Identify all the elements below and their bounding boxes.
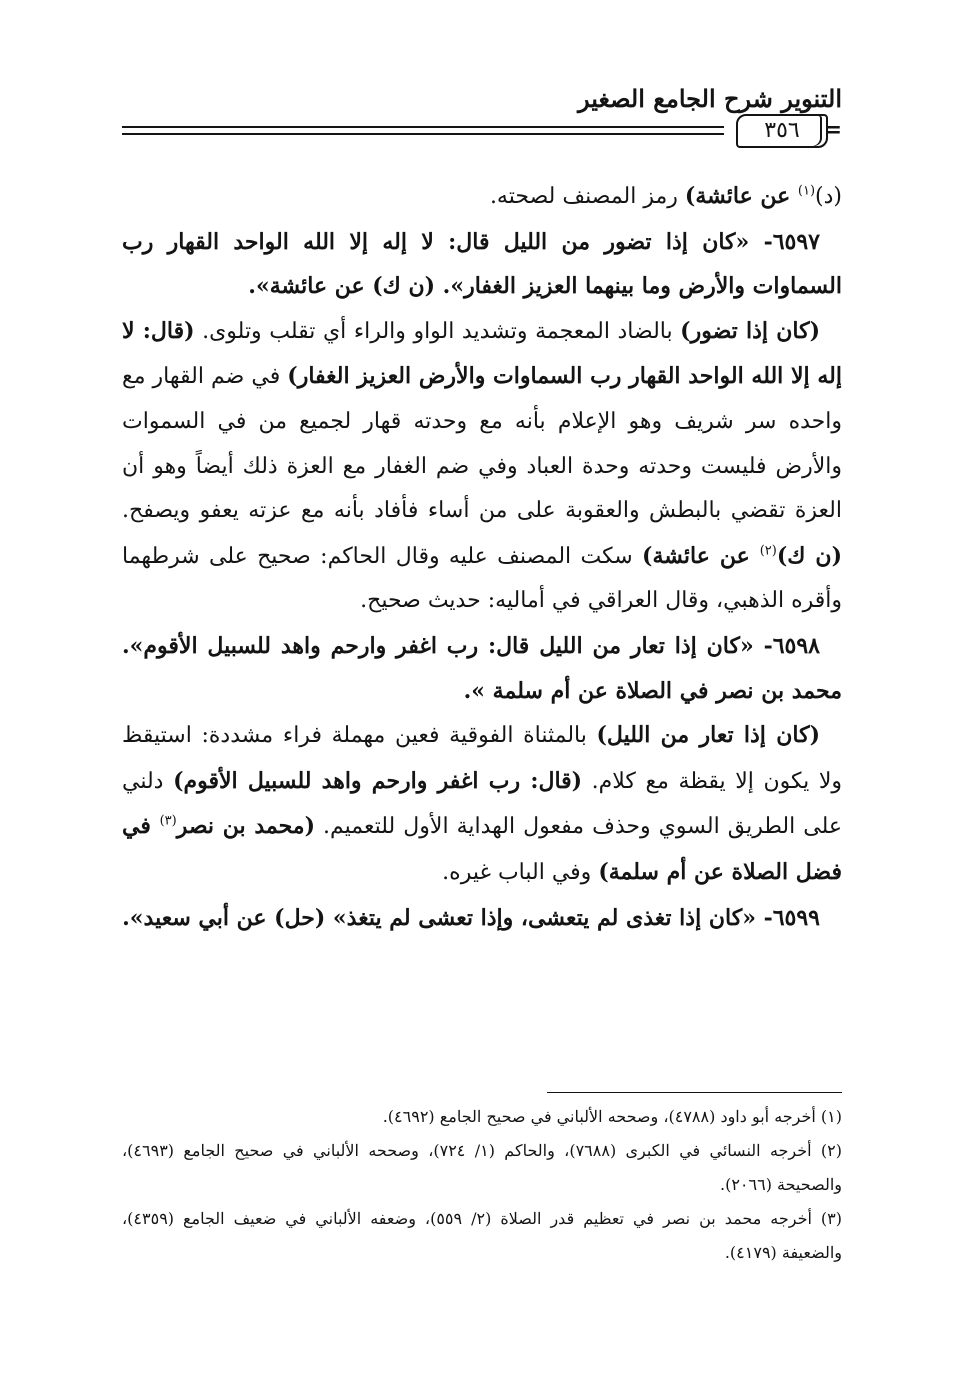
bold-segment: في فضل الصلاة عن أم سلمة) (122, 813, 842, 885)
footnote-ref: (٣) (159, 813, 177, 829)
commentary-paragraph (122, 713, 842, 895)
header-rule-bottom (122, 133, 724, 135)
bold-segment: (قال: رب اغفر وارحم واهد للسبيل الأقوم) (173, 767, 583, 794)
footnote-ref: (١) (797, 183, 816, 199)
bold-segment: ٦٥٩٧- «كان إذا تضور من الليل قال: لا إله إلا الله الواحد القهار رب السماوات والأرض وما بينهما العزيز الغفار». (ن ك) عن عائشة». (122, 228, 842, 300)
text-segment: وفي الباب غيره. (442, 859, 599, 885)
page-number-ornament (732, 114, 842, 146)
footnote: (٣) أخرجه محمد بن نصر في تعظيم قدر الصلاة (٢/ ٥٥٩)، وضعفه الألباني في ضعيف الجامع (٤٣٥٩)، والضعيفة (٤١٧٩). (122, 1209, 842, 1262)
footnote-ref: (٢) (759, 543, 777, 559)
commentary-paragraph (122, 309, 842, 624)
page-header (122, 78, 842, 158)
footnote: (١) أخرجه أبو داود (٤٧٨٨)، وصححه الألباني في صحيح الجامع (٤٦٩٢). (382, 1107, 842, 1126)
footnotes (122, 1100, 842, 1270)
page-number: ٣٥٦ (736, 114, 828, 148)
bold-segment: ٦٥٩٨- «كان إذا تعار من الليل قال: رب اغفر وارحم واهد للسبيل الأقوم». محمد بن نصر في الصلاة عن أم سلمة ». (122, 632, 842, 704)
commentary-paragraph (122, 174, 842, 220)
footnote-separator (547, 1092, 842, 1093)
text-segment: بالضاد المعجمة وتشديد الواو والراء أي تقلب وتلوى. (194, 318, 681, 344)
hadith-paragraph (122, 896, 842, 941)
bold-segment: عن عائشة) (684, 183, 798, 209)
text-segment: رمز المصنف لصحته. (489, 184, 685, 209)
bold-segment: (قال: لا إله إلا الله الواحد القهار رب السماوات والأرض العزيز الغفار) (122, 317, 842, 390)
footnote: (٢) أخرجه النسائي في الكبرى (٧٦٨٨)، والحاكم (١/ ٧٢٤)، وصححه الألباني في صحيح الجامع (٤٦٩٣)، والصحيحة (٢٠٦٦). (122, 1141, 842, 1194)
bold-segment: (محمد بن نصر (176, 813, 315, 840)
text-segment: (د) (815, 184, 842, 209)
bold-segment: (كان إذا تعار من الليل) (596, 722, 820, 749)
header-mark: = (823, 117, 842, 143)
text-segment: دلني على الطريق السوي وحذف مفعول الهداية الأول للتعميم. (122, 768, 842, 840)
bold-segment: عن عائشة) (642, 542, 760, 569)
header-rule-top (122, 126, 724, 128)
text-segment: سكت المصنف عليه وقال الحاكم: صحيح على شرطهما وأقره الذهبي، وقال العراقي في أماليه: حديث صحيح. (122, 543, 842, 614)
bold-segment: (ن ك) (776, 542, 842, 569)
bold-segment: ٦٥٩٩- «كان إذا تغذى لم يتعشى، وإذا تعشى لم يتغذ» (حل) عن أبي سعيد». (122, 904, 820, 931)
running-title: التنوير شرح الجامع الصغير (578, 84, 842, 113)
text-segment: في ضم القهار مع واحده سر شريف وهو الإعلام بأنه مع وحدته قهار لجميع من في السموات والأرض فليست وحدته وحدة العباد وفي ضم الغفار مع العزة ذلك أيضاً وهو أن العزة تقضي بالبطش والعقوبة على من أساء فأفاد بأنه مع عزته يعفو ويصفح. (122, 364, 842, 524)
hadith-paragraph (122, 624, 842, 713)
text-segment: بالمثناة الفوقية فعين مهملة فراء مشددة: استيقظ ولا يكون إلا يقظة مع كلام. (122, 723, 842, 794)
main-text (122, 174, 842, 940)
bold-segment: (كان إذا تضور) (680, 317, 820, 344)
hadith-paragraph (122, 220, 842, 309)
